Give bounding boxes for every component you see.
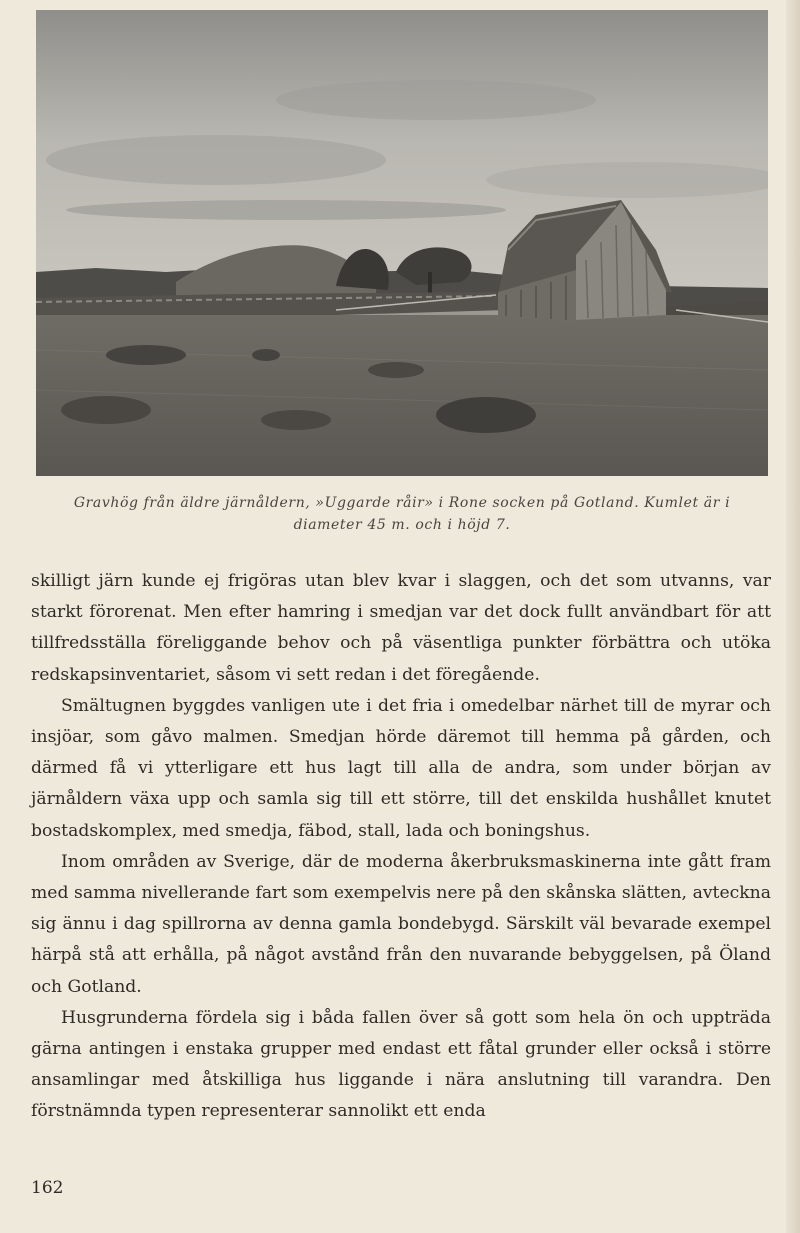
paragraph: Husgrunderna fördela sig i båda fallen över så gott som hela ön och uppträda gärna antingen i enstaka grupper med endast ett fåtal grunder eller också i större ansamlingar med åtskilliga hus liggande i nära anslutning till varandra. Den förstnämnda typen representerar sannolikt ett enda	[31, 1007, 771, 1122]
tree-trunk	[428, 272, 432, 296]
paragraph: skilligt järn kunde ej frigöras utan blev kvar i slaggen, och det som utvanns, var starkt förorenat. Men efter hamring i smedjan var det dock fullt användbart för att tillfredsställa föreliggande behov och på väsentliga punkter förbättra och utöka redskapsinventariet, såsom vi sett redan i det föregående.	[31, 571, 771, 685]
photo-caption	[36, 492, 768, 536]
juniper-bush	[61, 396, 151, 424]
grave-mound-photo	[36, 10, 768, 476]
body-text	[31, 566, 771, 1128]
juniper-bush	[368, 362, 424, 378]
cloud	[46, 135, 386, 185]
juniper-bush	[106, 345, 186, 365]
caption-line-1: Gravhög från äldre järnåldern, »Uggarde råir» i Rone socken på Gotland. Kumlet är i	[73, 495, 731, 511]
juniper-bush	[261, 410, 331, 430]
caption-line-2: diameter 45 m. och i höjd 7.	[293, 517, 511, 533]
page-number: 162	[31, 1178, 64, 1198]
paragraph: Smältugnen byggdes vanligen ute i det fria i omedelbar närhet till de myrar och insjöar, som gåvo malmen. Smedjan hörde däremot till hemma på gården, och därmed få vi ytterligare ett hus lagt till alla de andra, som under början av järnåldern växa upp och samla sig till ett större, till det enskilda hushållet knutet bostadskomplex, med smedja, fäbod, stall, lada och boningshus.	[31, 695, 771, 841]
page-edge	[786, 0, 800, 1233]
cloud	[66, 200, 506, 220]
field	[36, 315, 768, 476]
juniper-bush	[252, 349, 280, 361]
paragraph: Inom områden av Sverige, där de moderna åkerbruksmaskinerna inte gått fram med samma nivellerande fart som exempelvis nere på den skånska slätten, avteckna sig ännu i dag spillrorna av denna gamla bondebygd. Särskilt väl bevarade exempel härpå stå att erhålla, på något avstånd från den nuvarande bebyggelsen, på Öland och Gotland.	[31, 851, 771, 997]
cloud	[276, 80, 596, 120]
juniper-bush	[436, 397, 536, 433]
